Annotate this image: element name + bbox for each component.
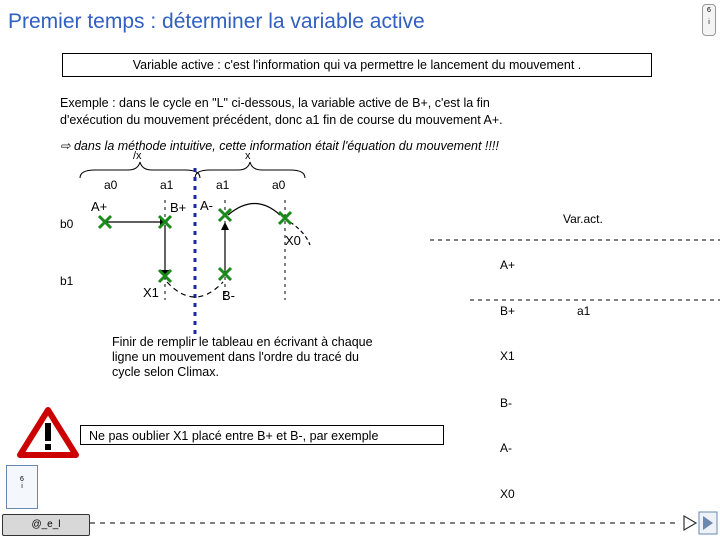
sequence-item: B+ <box>500 304 516 318</box>
brace-left <box>80 162 200 178</box>
arrow-icon: ⇨ <box>60 139 71 153</box>
sequence-item: X1 <box>500 349 515 363</box>
play-arrow-icon <box>699 512 717 534</box>
sequence-item: B- <box>500 396 512 410</box>
brace-label-left: /x <box>133 150 142 162</box>
play-arrow-icon <box>684 516 696 530</box>
warning-box: Ne pas oublier X1 placé entre B+ et B-, par exemple <box>80 425 444 445</box>
var-act-header: Var.act. <box>563 212 603 226</box>
nav-badge-num: 6 <box>20 476 24 483</box>
move-label-x0: X0 <box>285 233 301 248</box>
column-label-a0-right: a0 <box>272 178 286 192</box>
sequence-item: X0 <box>500 487 515 501</box>
brace-label-right: x <box>245 150 251 162</box>
footer-name: @_e_l <box>2 514 90 536</box>
path-a-minus <box>228 204 280 216</box>
arrowhead-b-minus <box>221 222 229 230</box>
instruction-note: Finir de remplir le tableau en écrivant à chaque ligne un mouvement dans l'ordre du tracé du cycle selon Climax. <box>112 335 373 379</box>
column-label-a0-left: a0 <box>104 178 118 192</box>
move-label-a-minus: A- <box>200 198 213 213</box>
example-line-2: d'exécution du mouvement précédent, donc a1 fin de course du mouvement A+. <box>60 113 503 127</box>
row-label-b1: b1 <box>60 274 74 288</box>
move-label-b-plus: B+ <box>170 200 187 215</box>
sequence-item: A- <box>500 441 512 455</box>
method-text: dans la méthode intuitive, cette information était l'équation du mouvement !!!! <box>73 139 499 153</box>
row-label-b0: b0 <box>60 217 74 231</box>
page-title: Premier temps : déterminer la variable active <box>8 10 425 33</box>
definition-box: Variable active : c'est l'information qui va permettre le lancement du mouvement . <box>62 53 652 77</box>
example-line-1: Exemple : dans le cycle en "L" ci-dessous, la variable active de B+, c'est la fin <box>60 96 490 110</box>
warning-icon <box>20 410 76 455</box>
brace-right <box>195 162 305 178</box>
nav-badge-sub: i <box>21 483 23 490</box>
page-number: 6 <box>707 7 711 14</box>
active-var-b-plus: a1 <box>577 304 591 318</box>
move-label-x1: X1 <box>143 285 159 300</box>
cross-marker-icon <box>219 209 231 221</box>
column-label-a1-right: a1 <box>216 178 230 192</box>
sequence-item: A+ <box>500 258 516 272</box>
column-label-a1-left: a1 <box>160 178 174 192</box>
move-label-b-minus: B- <box>222 288 235 303</box>
move-label-a-plus: A+ <box>91 199 108 214</box>
nav-badge[interactable] <box>6 465 38 509</box>
page-number-sub: i <box>708 19 710 26</box>
